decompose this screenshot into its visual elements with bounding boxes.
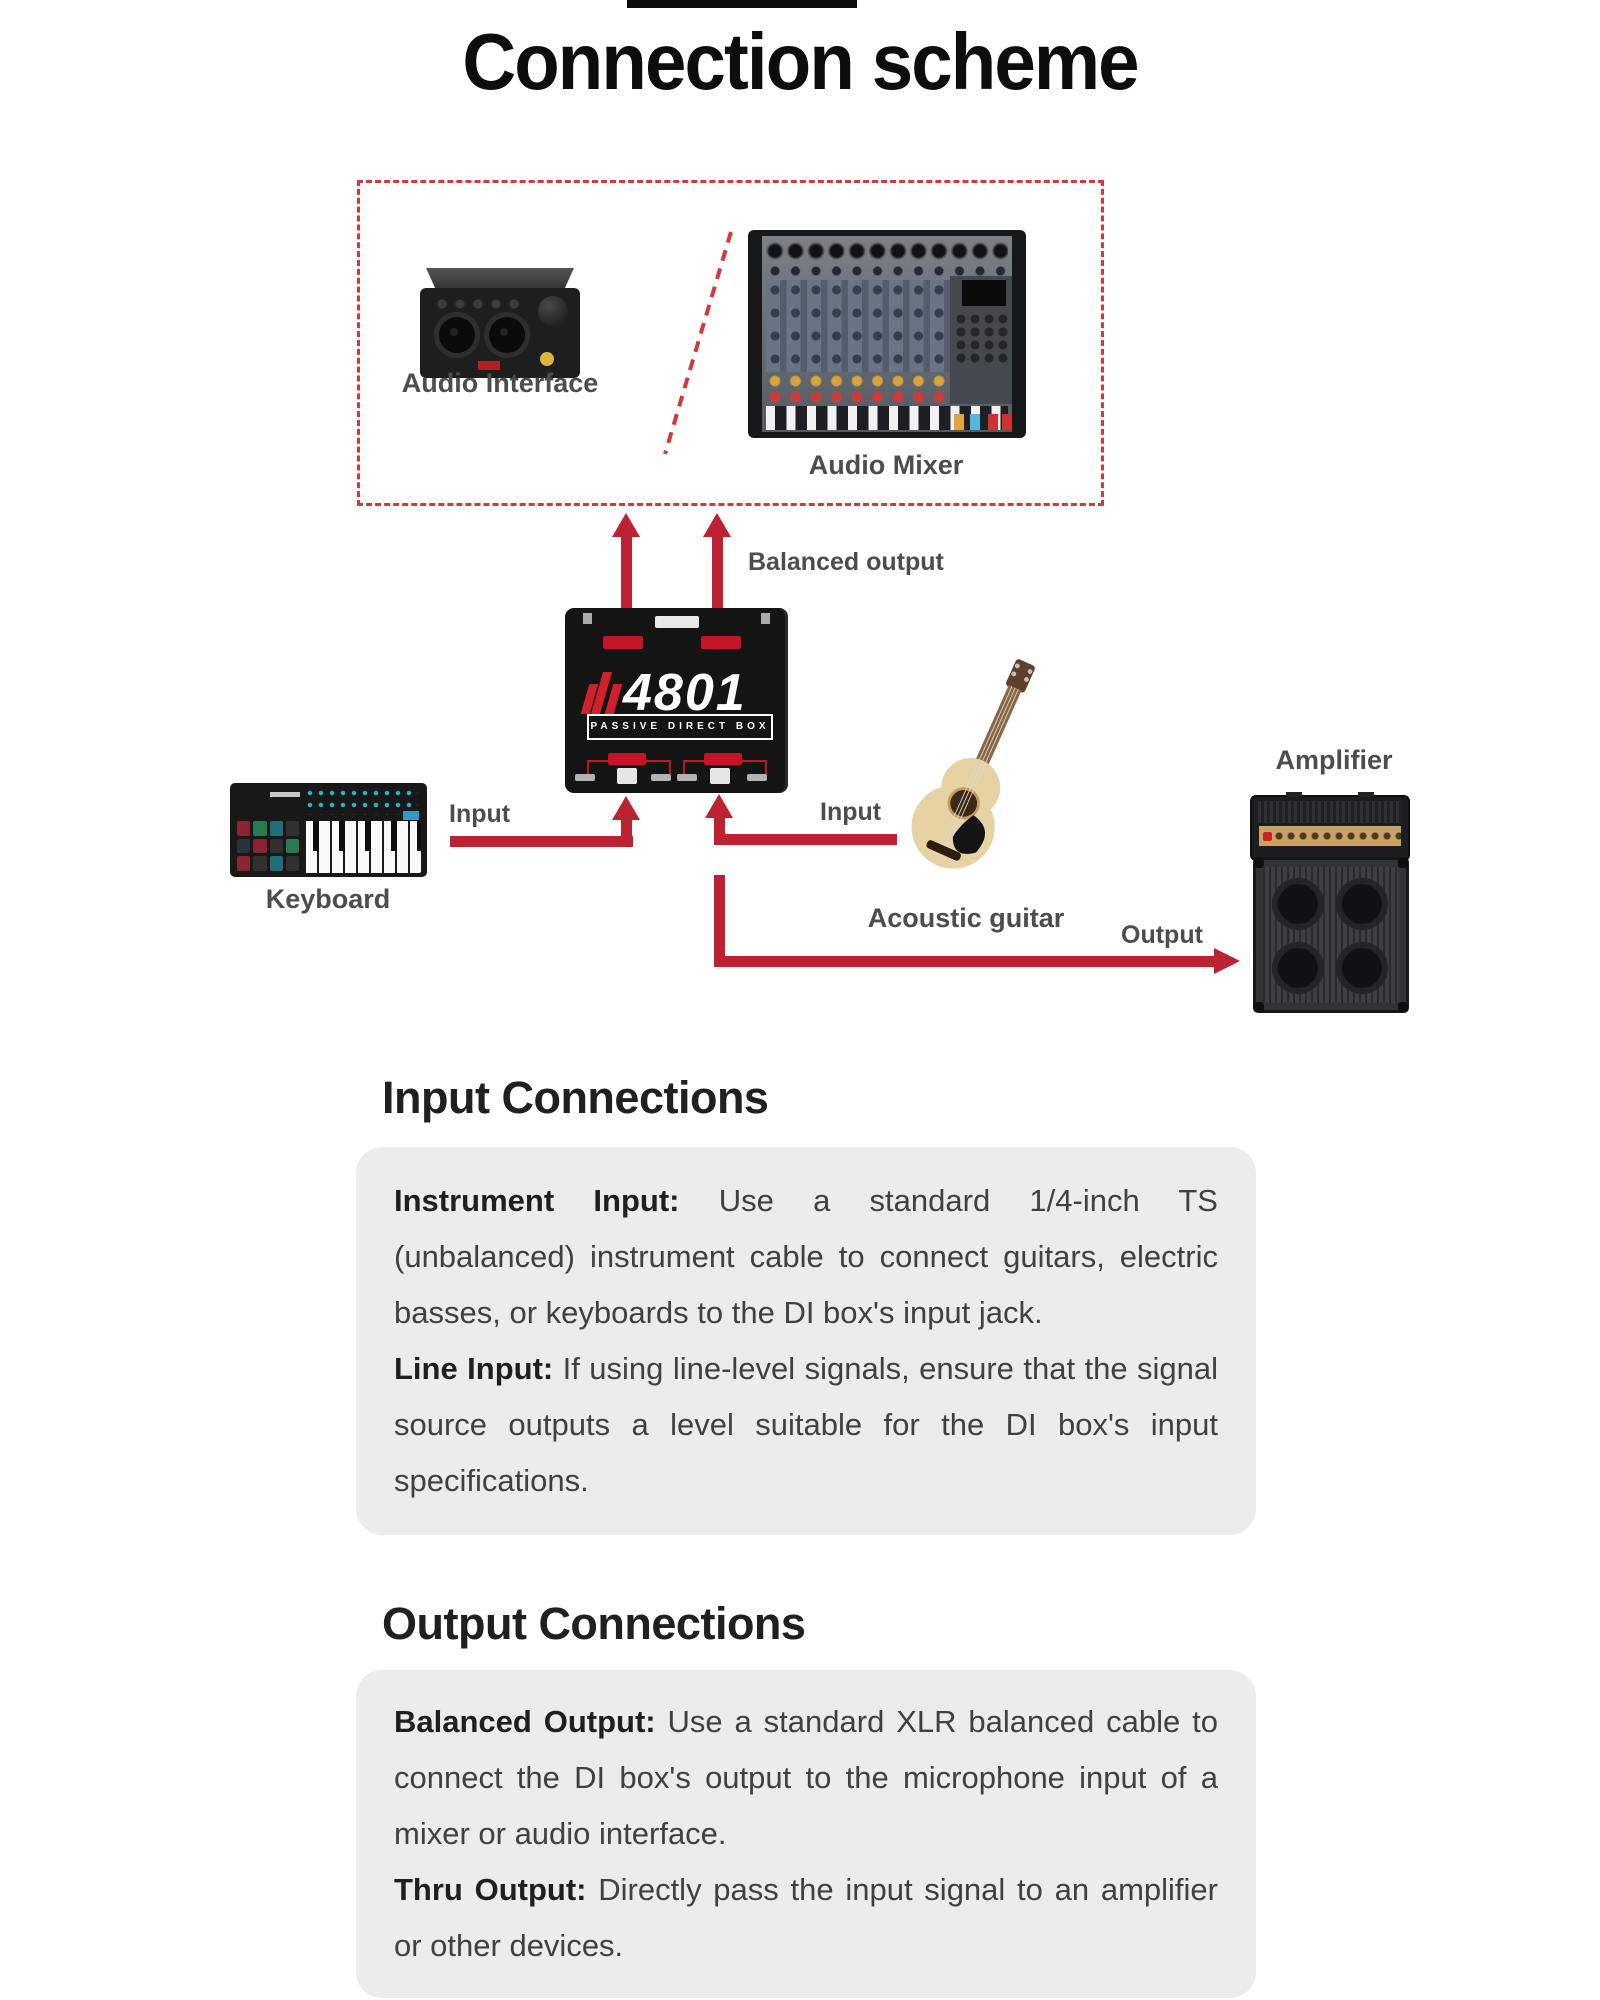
audio-mixer-image bbox=[748, 230, 1026, 438]
di-box-image bbox=[565, 608, 788, 793]
guitar-input-arrow-head bbox=[705, 794, 733, 818]
di-box-port-mark-3 bbox=[677, 774, 697, 781]
balanced-output-arrow-right-head bbox=[703, 513, 731, 537]
balanced-output-label: Balanced output bbox=[748, 548, 944, 576]
line-input-text: If using line-level signals, ensure that the signal source outputs a level suitable for the DI box's input specifications. bbox=[394, 1351, 1218, 1498]
acoustic-guitar-label: Acoustic guitar bbox=[867, 903, 1065, 933]
amp-speaker-3 bbox=[1272, 942, 1324, 994]
di-box-red-badge-right bbox=[701, 636, 741, 649]
amp-speaker-4 bbox=[1336, 942, 1388, 994]
mixer-master-knobs bbox=[954, 312, 1008, 364]
di-box-bottom-badge-right bbox=[704, 753, 742, 765]
di-box-model-number: 4801 bbox=[623, 664, 747, 722]
di-box-input-port-left bbox=[617, 768, 637, 784]
amp-handle-left bbox=[1286, 792, 1302, 797]
keyboard-control-lights bbox=[306, 789, 418, 815]
di-box-subtitle-plate: PASSIVE DIRECT BOX bbox=[587, 714, 773, 740]
balanced-output-arrow-left-shaft bbox=[621, 536, 632, 608]
instrument-input-paragraph bbox=[394, 1173, 1218, 1341]
keyboard-input-arrow-horizontal bbox=[450, 836, 633, 847]
balanced-output-arrow-left-head bbox=[612, 513, 640, 537]
keyboard-input-arrow-vertical bbox=[621, 818, 632, 847]
keyboard-image bbox=[230, 783, 427, 877]
instrument-input-text: Use a standard 1/4-inch TS (unbalanced) instrument cable to connect guitars, electric basses, or keyboards to the DI box's input jack. bbox=[394, 1183, 1218, 1330]
audio-interface-combo-jack-1 bbox=[434, 312, 480, 358]
instrument-input-lead: Instrument Input: bbox=[394, 1183, 680, 1218]
keyboard-input-label: Input bbox=[449, 800, 511, 828]
balanced-output-arrow-right-shaft bbox=[712, 536, 723, 608]
mixer-fader-cap-red-2 bbox=[1002, 414, 1012, 430]
amp-power-light bbox=[1263, 832, 1272, 841]
thru-output-lead: Thru Output: bbox=[394, 1872, 587, 1907]
di-box-switch-plate bbox=[655, 616, 699, 628]
audio-interface-image bbox=[420, 268, 580, 378]
amp-corner-cap bbox=[1254, 858, 1264, 868]
line-input-lead: Line Input: bbox=[394, 1351, 554, 1386]
di-box-logo-icon bbox=[585, 672, 618, 714]
output-connections-heading: Output Connections bbox=[382, 1598, 806, 1649]
keyboard-brand-mark bbox=[270, 792, 300, 797]
keyboard-screen bbox=[403, 811, 419, 820]
top-crop-bar bbox=[627, 0, 857, 8]
keyboard-black-keys bbox=[304, 821, 421, 851]
input-connections-box bbox=[356, 1147, 1256, 1535]
output-arrow-horizontal bbox=[714, 956, 1214, 967]
output-connections-box bbox=[356, 1670, 1256, 1998]
mixer-master-section bbox=[950, 276, 1012, 404]
amp-corner-cap bbox=[1254, 1002, 1264, 1012]
mixer-fader-cap-blue bbox=[970, 414, 980, 430]
amplifier-head-image bbox=[1250, 795, 1410, 861]
output-arrow-head bbox=[1214, 948, 1240, 974]
amp-corner-cap bbox=[1398, 858, 1408, 868]
keyboard-keys bbox=[304, 821, 421, 873]
mixer-display bbox=[962, 280, 1006, 306]
balanced-output-lead: Balanced Output: bbox=[394, 1704, 656, 1739]
audio-interface-mini-knobs bbox=[436, 298, 526, 310]
mixer-fader-cap-yellow bbox=[954, 414, 964, 430]
guitar-input-arrow-vertical bbox=[714, 816, 725, 845]
balanced-output-text: Use a standard XLR balanced cable to connect the DI box's output to the microphone input of a mixer or audio interface. bbox=[394, 1704, 1218, 1851]
keyboard-label: Keyboard bbox=[265, 884, 391, 914]
di-box-top-mark-right bbox=[761, 613, 770, 624]
output-label: Output bbox=[1121, 921, 1203, 949]
di-box-bottom-badge-left bbox=[608, 753, 646, 765]
output-arrow-vertical bbox=[714, 875, 725, 967]
keyboard-input-arrow-head bbox=[612, 796, 640, 820]
di-box-port-mark-4 bbox=[747, 774, 767, 781]
guitar-input-label: Input bbox=[820, 798, 882, 826]
audio-interface-combo-jack-2 bbox=[484, 312, 530, 358]
balanced-output-paragraph bbox=[394, 1694, 1218, 1862]
amp-head-grille bbox=[1258, 801, 1402, 823]
audio-interface-label: Audio Interface bbox=[401, 368, 599, 398]
line-input-paragraph bbox=[394, 1341, 1218, 1509]
di-box-top-mark-left bbox=[583, 613, 592, 624]
thru-output-paragraph bbox=[394, 1862, 1218, 1974]
amp-speaker-1 bbox=[1272, 878, 1324, 930]
page-title: Connection scheme bbox=[462, 17, 1138, 106]
di-box-port-mark-1 bbox=[575, 774, 595, 781]
di-box-red-badge-left bbox=[603, 636, 643, 649]
audio-interface-yellow-button bbox=[540, 352, 554, 366]
amplifier-cabinet-image bbox=[1253, 857, 1409, 1013]
di-box-branding bbox=[585, 664, 775, 722]
audio-interface-main-knob bbox=[538, 296, 568, 326]
mixer-gain-knob-row bbox=[766, 240, 1008, 262]
mixer-fader-cap-red-1 bbox=[988, 414, 998, 430]
amp-corner-cap bbox=[1398, 1002, 1408, 1012]
amplifier-label: Amplifier bbox=[1275, 745, 1393, 775]
amp-control-panel bbox=[1259, 826, 1401, 846]
di-box-input-port-right bbox=[710, 768, 730, 784]
thru-output-text: Directly pass the input signal to an amplifier or other devices. bbox=[394, 1872, 1218, 1963]
amp-speaker-2 bbox=[1336, 878, 1388, 930]
audio-mixer-label: Audio Mixer bbox=[808, 450, 964, 480]
input-connections-heading: Input Connections bbox=[382, 1072, 769, 1123]
mixer-panel bbox=[762, 236, 1012, 432]
amp-handle-right bbox=[1358, 792, 1374, 797]
acoustic-guitar-image bbox=[840, 623, 1110, 934]
keyboard-pad-grid bbox=[237, 821, 299, 871]
di-box-port-mark-2 bbox=[651, 774, 671, 781]
